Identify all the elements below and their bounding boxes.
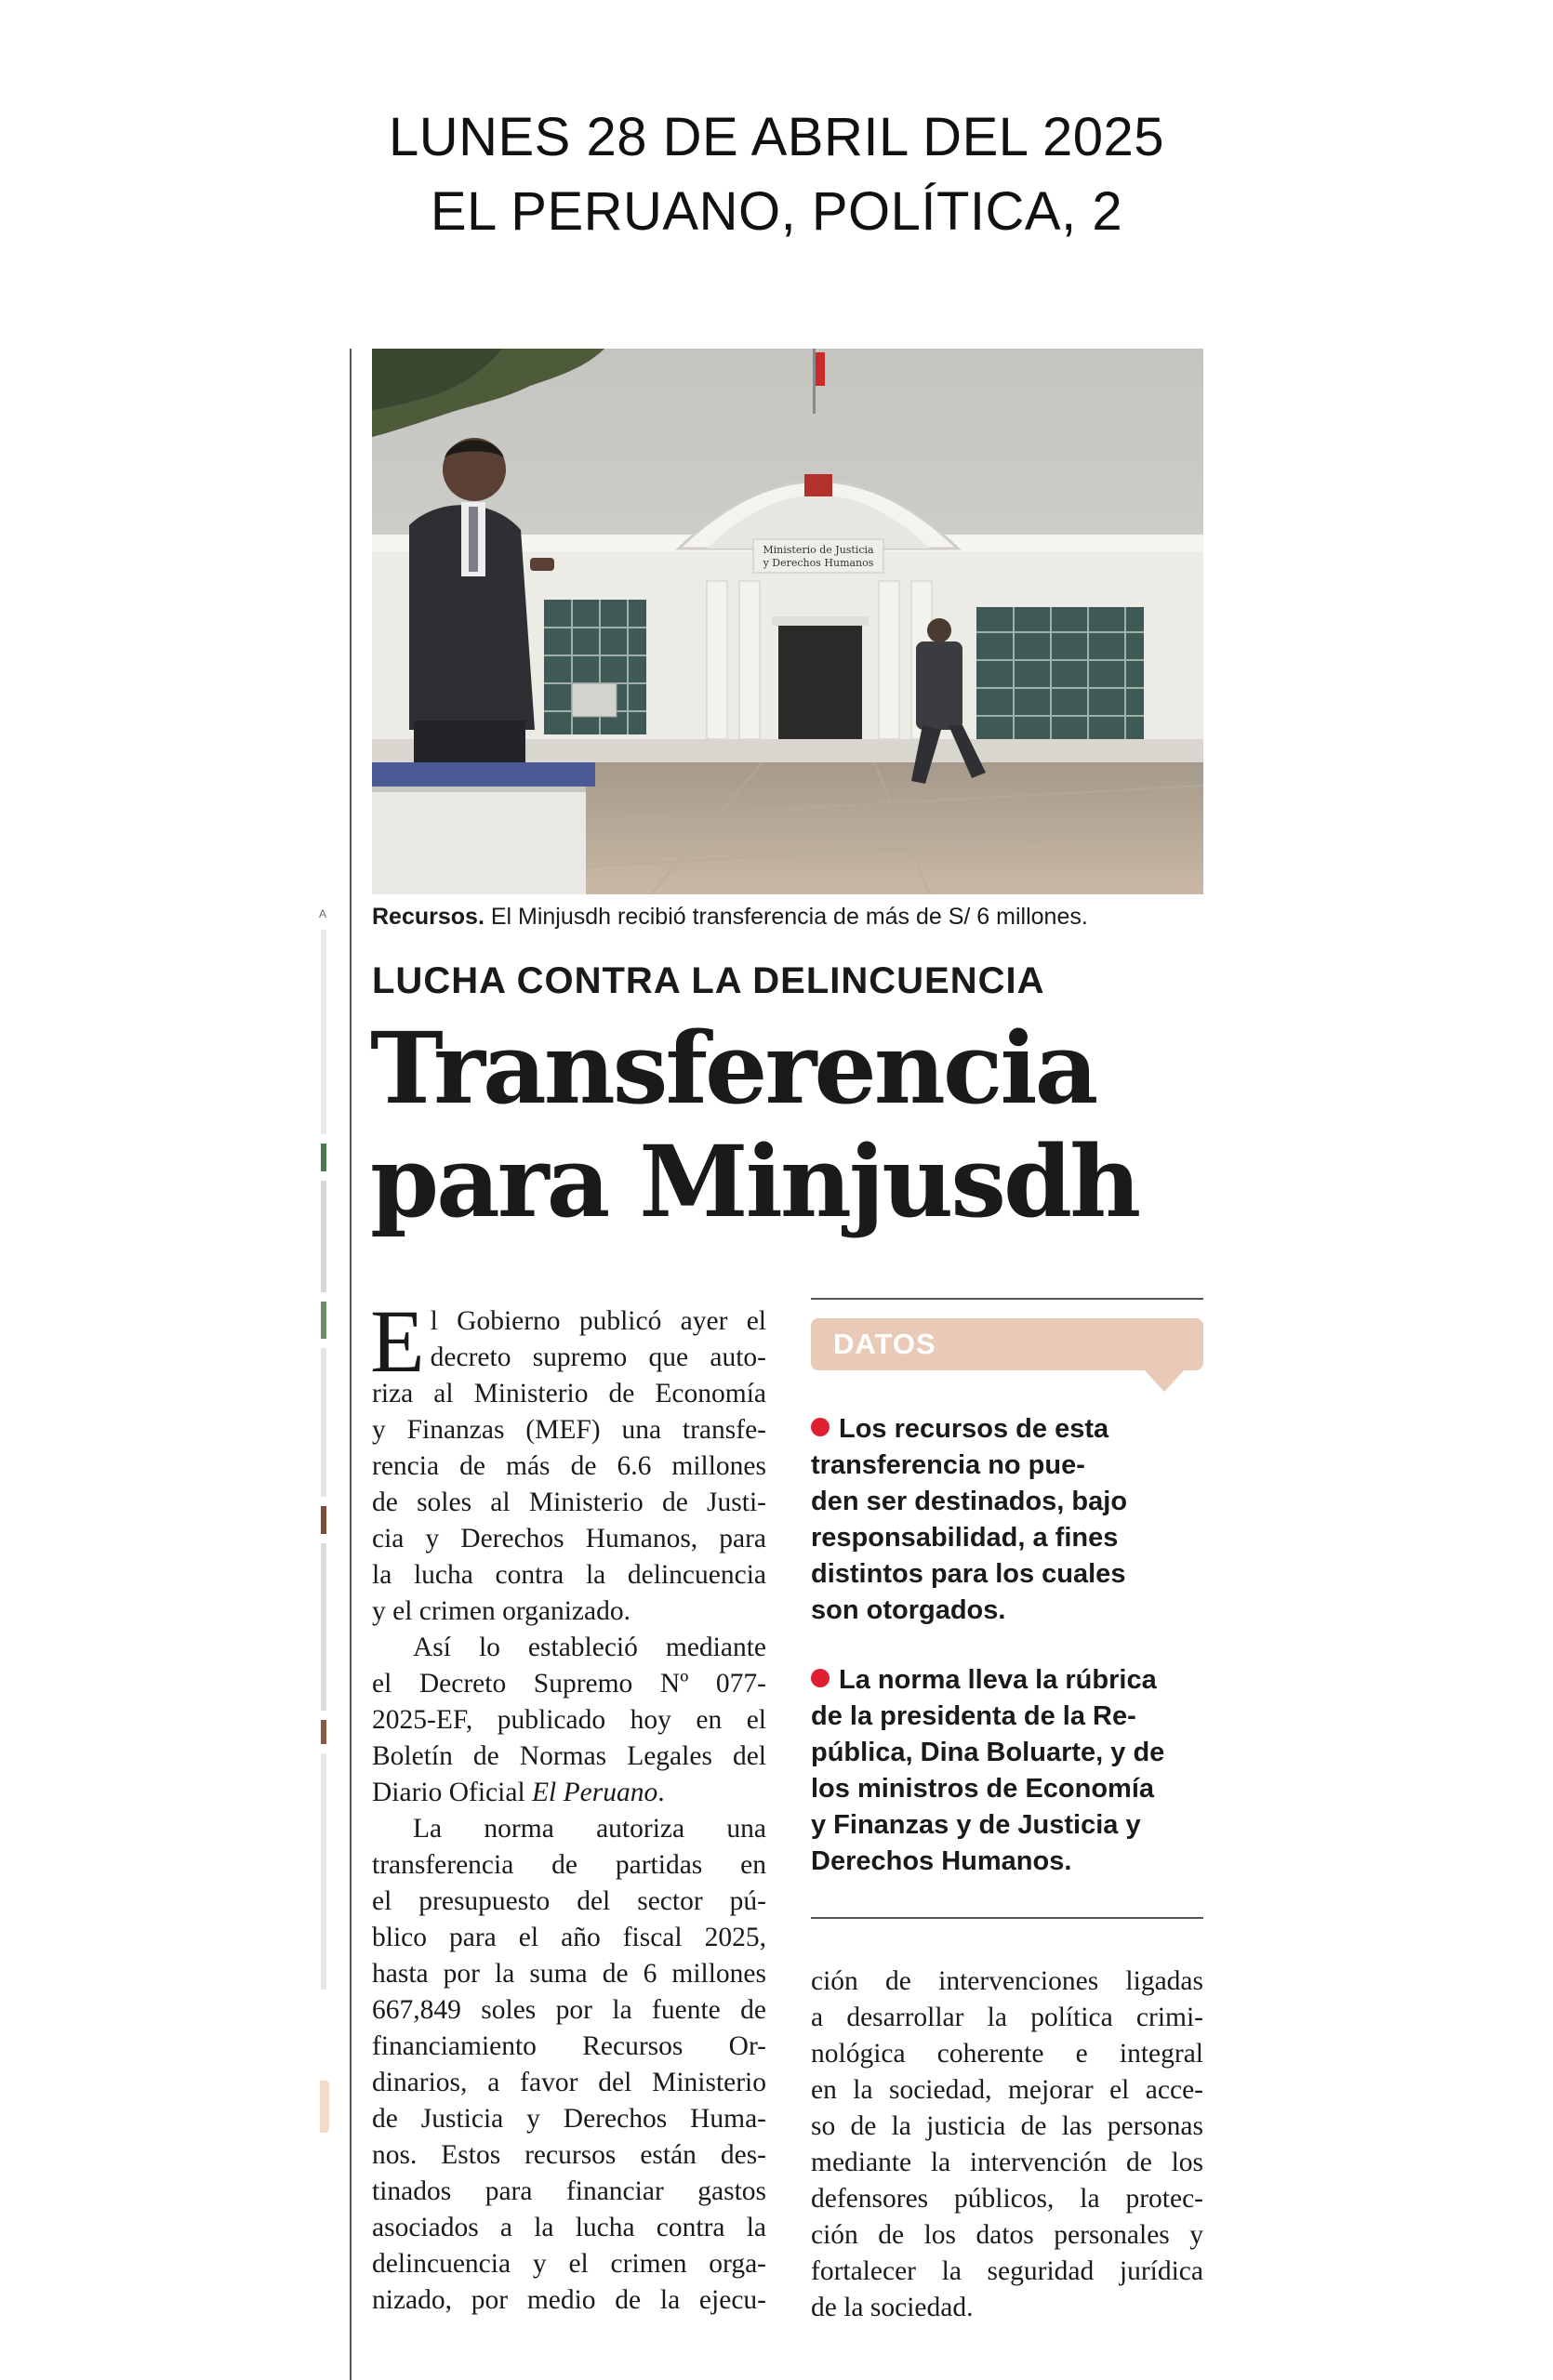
datos-line: Los recursos de esta <box>839 1414 1109 1444</box>
body-line: tinados para financiar gastos <box>372 2176 766 2206</box>
body-line: defensores públicos, la protec- <box>811 2184 1203 2214</box>
datos-line: distintos para los cuales <box>811 1559 1126 1589</box>
bullet-icon <box>811 1669 830 1687</box>
source-line: EL PERUANO, POLÍTICA, 2 <box>430 181 1123 242</box>
column-divider <box>350 349 352 2380</box>
article-body-right <box>811 1964 1203 2326</box>
caption-text: El Minjusdh recibió transferencia de más de S/ 6 millones. <box>484 904 1088 930</box>
body-line: l Gobierno publicó ayer el <box>430 1306 766 1336</box>
body-line: asociados a la lucha contra la <box>372 2213 766 2242</box>
body-line: mediante la intervención de los <box>811 2148 1203 2177</box>
page-header <box>0 100 1553 249</box>
datos-list <box>811 1411 1203 1913</box>
body-line: 2025-EF, publicado hoy en el <box>372 1705 766 1735</box>
neighbor-page-strip <box>321 930 330 1990</box>
body-line: delincuencia y el crimen orga- <box>372 2249 766 2279</box>
datos-line: Derechos Humanos. <box>811 1846 1072 1876</box>
headline-line-1: Transferencia <box>370 1010 1096 1126</box>
article-kicker: LUCHA CONTRA LA DELINCUENCIA <box>372 960 1045 1001</box>
body-line: de soles al Ministerio de Justi- <box>372 1488 766 1517</box>
body-line: y Finanzas (MEF) una transfe- <box>372 1415 766 1445</box>
body-line: so de la justicia de las personas <box>811 2111 1203 2141</box>
datos-line: de la presidenta de la Re- <box>811 1701 1136 1731</box>
article-body-left <box>370 1291 766 2319</box>
body-line: cia y Derechos Humanos, para <box>372 1524 766 1554</box>
datos-line: responsabilidad, a fines <box>811 1523 1119 1553</box>
body-line: fortalecer la seguridad jurídica <box>811 2256 1203 2286</box>
datos-line: y Finanzas y de Justicia y <box>811 1810 1141 1840</box>
body-line: riza al Ministerio de Economía <box>372 1379 766 1408</box>
body-line: nológica coherente e integral <box>811 2039 1203 2069</box>
date-line: LUNES 28 DE ABRIL DEL 2025 <box>388 107 1165 167</box>
body-line: 667,849 soles por la fuente de <box>372 1995 766 2025</box>
article-photo <box>372 349 1203 894</box>
body-line: ción de los datos personales y <box>811 2220 1203 2250</box>
datos-tag-notch <box>1144 1369 1185 1392</box>
body-line: dinarios, a favor del Ministerio <box>372 2068 766 2097</box>
datos-line: transferencia no pue- <box>811 1450 1085 1480</box>
datos-line: pública, Dina Boluarte, y de <box>811 1738 1165 1767</box>
body-line: blico para el año fiscal 2025, <box>372 1923 766 1952</box>
body-line: La norma autoriza una <box>413 1814 766 1844</box>
datos-line: los ministros de Economía <box>811 1774 1155 1804</box>
body-line: ción de intervenciones ligadas <box>811 1966 1203 1996</box>
body-line: de la sociedad. <box>811 2293 974 2322</box>
datos-line: son otorgados. <box>811 1595 1006 1625</box>
body-line: nos. Estos recursos están des- <box>372 2140 766 2170</box>
neighbor-page-tab <box>320 2081 329 2133</box>
datos-top-rule <box>811 1298 1203 1300</box>
body-line: a desarrollar la política crimi- <box>811 2003 1203 2032</box>
body-line: decreto supremo que auto- <box>430 1342 766 1372</box>
datos-title: DATOS <box>833 1328 936 1360</box>
building-sign-line-1: Ministerio de Justicia <box>763 544 874 556</box>
body-line: Así lo estableció mediante <box>413 1633 766 1662</box>
drop-cap: E <box>370 1291 425 1391</box>
datos-line: La norma lleva la rúbrica <box>839 1665 1157 1695</box>
datos-line: den ser destinados, bajo <box>811 1487 1128 1516</box>
headline-line-2: para Minjusdh <box>370 1123 1139 1239</box>
body-line: Diario Oficial El Peruano. <box>372 1778 665 1807</box>
photo-caption <box>372 904 1209 931</box>
datos-bottom-rule <box>811 1917 1203 1919</box>
body-line: y el crimen organizado. <box>372 1596 630 1626</box>
body-line: el Decreto Supremo Nº 077- <box>372 1669 766 1699</box>
neighbor-page-letter: A <box>319 907 327 920</box>
body-line: la lucha contra la delincuencia <box>372 1560 766 1590</box>
caption-lead: Recursos. <box>372 904 484 930</box>
article-headline <box>370 1012 1207 1238</box>
datos-item <box>811 1411 1203 1629</box>
body-line: Boletín de Normas Legales del <box>372 1741 766 1771</box>
body-line: el presupuesto del sector pú- <box>372 1886 766 1916</box>
body-line: de Justicia y Derechos Huma- <box>372 2104 766 2134</box>
body-line: financiamiento Recursos Or- <box>372 2031 766 2061</box>
body-line: transferencia de partidas en <box>372 1850 766 1880</box>
body-line: rencia de más de 6.6 millones <box>372 1451 766 1481</box>
body-line: nizado, por medio de la ejecu- <box>372 2285 766 2315</box>
building-sign-line-2: y Derechos Humanos <box>763 557 874 569</box>
body-line: en la sociedad, mejorar el acce- <box>811 2075 1203 2105</box>
body-line: hasta por la suma de 6 millones <box>372 1959 766 1989</box>
datos-item <box>811 1662 1203 1880</box>
bullet-icon <box>811 1418 830 1436</box>
